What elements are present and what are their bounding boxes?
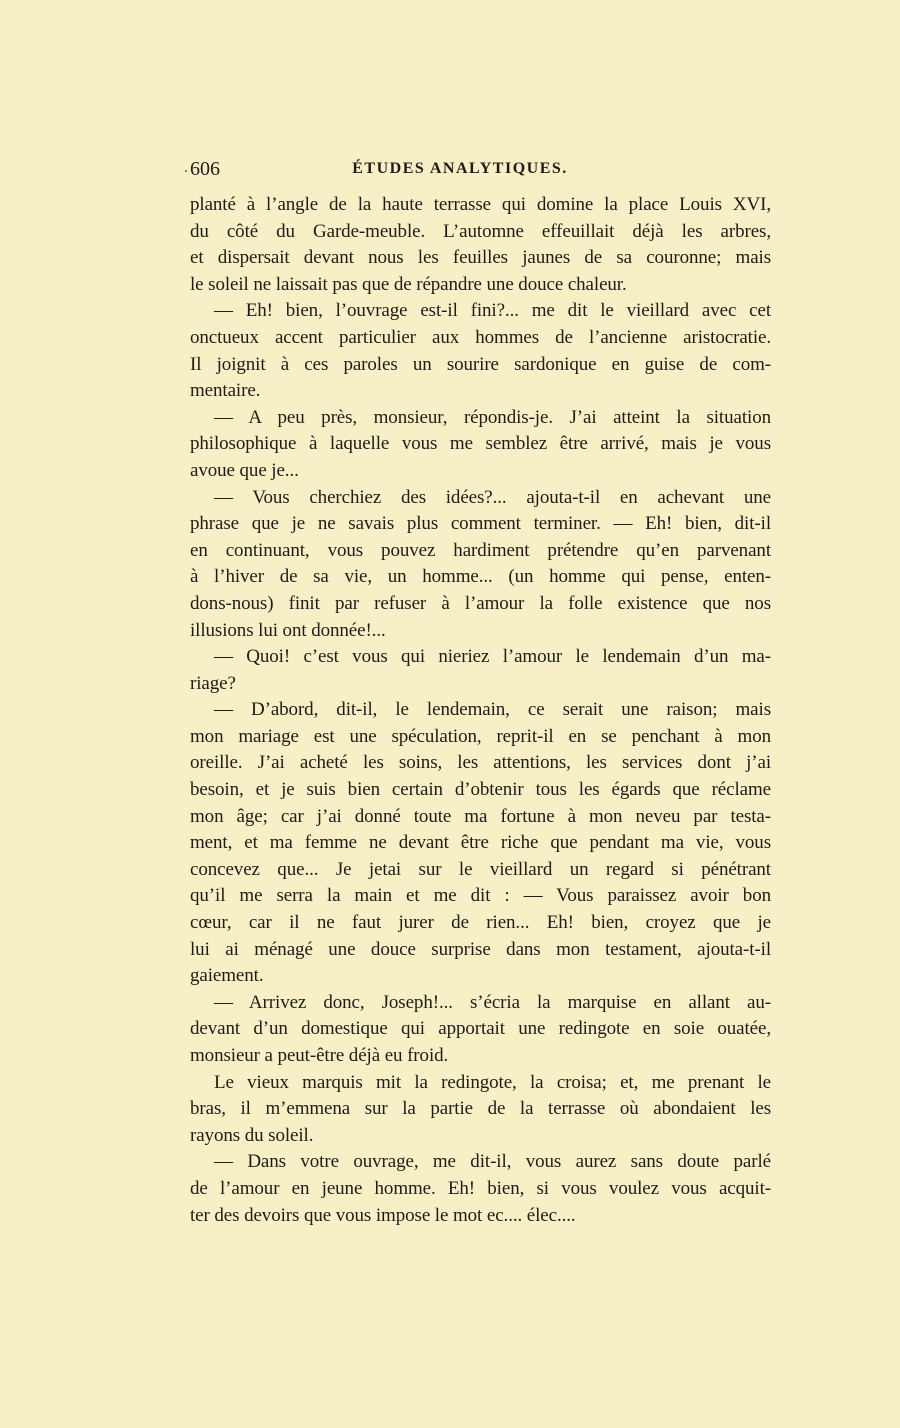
- text-line: planté à l’angle de la haute terrasse qui domine la place Louis XVI,: [190, 194, 771, 215]
- text-line: et dispersait devant nous les feuilles jaunes de sa couronne; mais: [190, 247, 771, 269]
- text-line: phrase que je ne savais plus comment terminer. — Eh! bien, dit-il: [190, 513, 771, 535]
- text-line: dons-nous) finit par refuser à l’amour la folle existence que nos: [190, 592, 771, 614]
- text-line: cœur, car il ne faut jurer de rien... Eh! bien, croyez que je: [190, 912, 771, 934]
- text-line: — Dans votre ouvrage, me dit-il, vous aurez sans doute parlé: [214, 1151, 771, 1173]
- page-number: 606: [190, 158, 220, 180]
- body-text: [190, 192, 771, 1229]
- text-line: Le vieux marquis mit la redingote, la croisa; et, me prenant le: [214, 1071, 771, 1093]
- text-line: lui ai ménagé une douce surprise dans mon testament, ajouta-t-il: [190, 938, 771, 960]
- text-line: du côté du Garde-meuble. L’automne effeuillait déjà les arbres,: [190, 220, 771, 242]
- text-line: le soleil ne laissait pas que de répandre une douce chaleur.: [190, 273, 627, 295]
- text-line: à l’hiver de sa vie, un homme... (un homme qui pense, enten-: [190, 566, 771, 588]
- text-line: ment, et ma femme ne devant être riche que pendant ma vie, vous: [190, 832, 771, 854]
- text-line: — D’abord, dit-il, le lendemain, ce serait une raison; mais: [214, 699, 771, 721]
- text-line: illusions lui ont donnée!...: [190, 619, 386, 641]
- text-line: oreille. J’ai acheté les soins, les attentions, les services dont j’ai: [190, 752, 771, 774]
- text-line: — A peu près, monsieur, répondis-je. J’ai atteint la situation: [214, 406, 771, 428]
- running-title: ÉTUDES ANALYTIQUES.: [352, 160, 568, 177]
- text-line: mon âge; car j’ai donné toute ma fortune à mon neveu par testa-: [190, 805, 771, 827]
- text-line: gaiement.: [190, 965, 264, 987]
- text-line: de l’amour en jeune homme. Eh! bien, si vous voulez vous acquit-: [190, 1177, 771, 1199]
- text-line: besoin, et je suis bien certain d’obtenir tous les égards que réclame: [190, 779, 771, 801]
- text-line: philosophique à laquelle vous me semblez être arrivé, mais je vous: [190, 433, 771, 455]
- text-line: — Arrivez donc, Joseph!... s’écria la marquise en allant au-: [214, 991, 771, 1013]
- text-line: mon mariage est une spéculation, reprit-il en se penchant à mon: [190, 725, 771, 747]
- text-line: avoue que je...: [190, 459, 299, 481]
- text-line: — Eh! bien, l’ouvrage est-il fini?... me dit le vieillard avec cet: [214, 300, 771, 322]
- text-line: — Vous cherchiez des idées?... ajouta-t-il en achevant une: [214, 486, 771, 508]
- text-line: — Quoi! c’est vous qui nieriez l’amour le lendemain d’un ma-: [214, 646, 771, 668]
- text-line: mentaire.: [190, 380, 261, 402]
- text-line: concevez que... Je jetai sur le vieillard un regard si pénétrant: [190, 858, 771, 880]
- text-line: qu’il me serra la main et me dit : — Vous paraissez avoir bon: [190, 885, 771, 907]
- text-line: onctueux accent particulier aux hommes de l’ancienne aristocratie.: [190, 326, 771, 348]
- text-line: bras, il m’emmena sur la partie de la terrasse où abondaient les: [190, 1098, 771, 1120]
- text-line: ter des devoirs que vous impose le mot ec.... élec....: [190, 1204, 576, 1226]
- text-line: riage?: [190, 672, 236, 694]
- text-line: devant d’un domestique qui apportait une redingote en soie ouatée,: [190, 1018, 771, 1040]
- text-line: monsieur a peut-être déjà eu froid.: [190, 1045, 449, 1066]
- text-line: rayons du soleil.: [190, 1124, 314, 1146]
- text-line: Il joignit à ces paroles un sourire sardonique en guise de com-: [190, 353, 771, 375]
- text-line: en continuant, vous pouvez hardiment prétendre qu’en parvenant: [190, 539, 771, 561]
